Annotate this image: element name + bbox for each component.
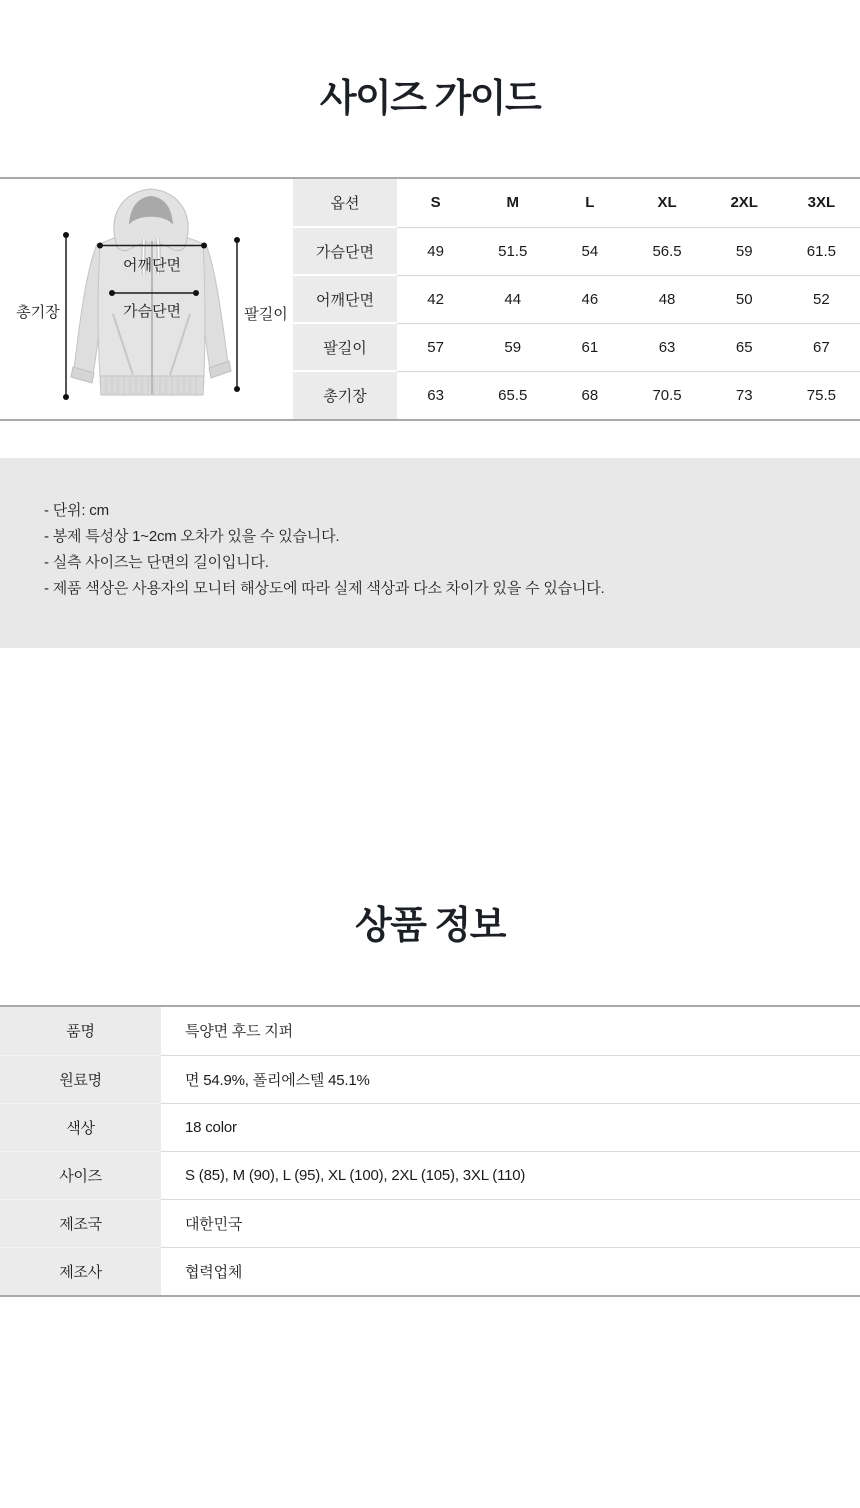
info-value: S (85), M (90), L (95), XL (100), 2XL (105), 3XL (110)	[161, 1151, 860, 1199]
size-value-cell: 46	[551, 275, 628, 323]
size-value-cell: 63	[628, 323, 705, 371]
size-table	[293, 179, 860, 419]
size-header-cell: 2XL	[730, 194, 758, 212]
size-value-cell: 61	[551, 323, 628, 371]
product-info-band	[0, 1005, 860, 1297]
info-value: 특양면 후드 지퍼	[185, 1023, 293, 1041]
product-info-title: 상품 정보	[355, 905, 505, 947]
size-value-cell: 65	[706, 323, 783, 371]
size-header-cell: XL	[657, 194, 677, 212]
row-label-cell: 가슴단면	[293, 227, 397, 275]
measurement-diagram	[0, 179, 293, 419]
size-value-cell: 57	[397, 323, 474, 371]
size-table-row-length	[293, 371, 860, 419]
product-info-table	[0, 1007, 860, 1295]
info-label: 제조사	[0, 1247, 161, 1295]
size-notes-box	[0, 458, 860, 648]
info-label: 제조국	[0, 1199, 161, 1247]
info-row-color	[0, 1103, 860, 1151]
size-value-cell: 49	[397, 227, 474, 275]
info-label: 색상	[0, 1103, 161, 1151]
row-label-cell: 어깨단면	[293, 275, 397, 323]
info-value: 18 color	[161, 1103, 860, 1151]
size-header-cell: M	[506, 194, 519, 212]
info-value: 면 54.9%, 폴리에스텔 45.1%	[161, 1055, 860, 1103]
row-label-cell: 총기장	[293, 371, 397, 419]
size-table-row-chest	[293, 227, 860, 275]
size-table-row-sleeve	[293, 323, 860, 371]
size-guide-band	[0, 177, 860, 421]
note-line: - 실측 사이즈는 단면의 길이입니다.	[44, 554, 269, 571]
size-value-cell: 51.5	[474, 227, 551, 275]
size-header-cell: L	[585, 194, 595, 212]
size-value-cell: 75.5	[783, 371, 860, 419]
size-value-cell: 65.5	[474, 371, 551, 419]
note-line: - 제품 색상은 사용자의 모니터 해상도에 따라 실제 색상과 다소 차이가 있을 수 있습니다.	[44, 580, 605, 597]
size-value-cell: 44	[474, 275, 551, 323]
total-length-label: 총기장	[16, 304, 60, 321]
note-line: - 단위: cm	[44, 502, 109, 519]
size-value-cell: 63	[397, 371, 474, 419]
chest-width-label: 가슴단면	[123, 303, 181, 320]
size-value-cell: 59	[474, 323, 551, 371]
note-line: - 봉제 특성상 1~2cm 오차가 있을 수 있습니다.	[44, 528, 340, 545]
info-value: 협력업체	[161, 1247, 860, 1295]
info-value: 대한민국	[161, 1199, 860, 1247]
size-value-cell: 42	[397, 275, 474, 323]
size-value-cell: 48	[628, 275, 705, 323]
size-value-cell: 67	[783, 323, 860, 371]
size-table-row-shoulder	[293, 275, 860, 323]
info-row-size	[0, 1151, 860, 1199]
info-label: 사이즈	[0, 1151, 161, 1199]
hoodie-illustration	[71, 189, 231, 395]
info-row-material	[0, 1055, 860, 1103]
size-value-cell: 70.5	[628, 371, 705, 419]
option-header-cell: 옵션	[293, 179, 397, 227]
hoodie-diagram-svg	[0, 179, 293, 419]
size-value-cell: 56.5	[628, 227, 705, 275]
size-table-header-row	[293, 179, 860, 227]
size-value-cell: 61.5	[783, 227, 860, 275]
size-value-cell: 59	[706, 227, 783, 275]
info-row-manufacturer	[0, 1247, 860, 1295]
size-header-cell: 3XL	[807, 194, 836, 212]
size-header-cell: S	[430, 194, 441, 212]
size-value-cell: 52	[783, 275, 860, 323]
info-label: 품명	[0, 1007, 161, 1055]
shoulder-width-label: 어깨단면	[123, 257, 181, 274]
size-value-cell: 68	[551, 371, 628, 419]
info-label: 원료명	[0, 1055, 161, 1103]
size-value-cell: 54	[551, 227, 628, 275]
info-row-product-name	[0, 1007, 860, 1055]
row-label-cell: 팔길이	[293, 323, 397, 371]
size-value-cell: 50	[706, 275, 783, 323]
info-row-country	[0, 1199, 860, 1247]
size-guide-title: 사이즈 가이드	[319, 78, 541, 120]
size-value-cell: 73	[706, 371, 783, 419]
sleeve-length-label: 팔길이	[244, 306, 288, 323]
